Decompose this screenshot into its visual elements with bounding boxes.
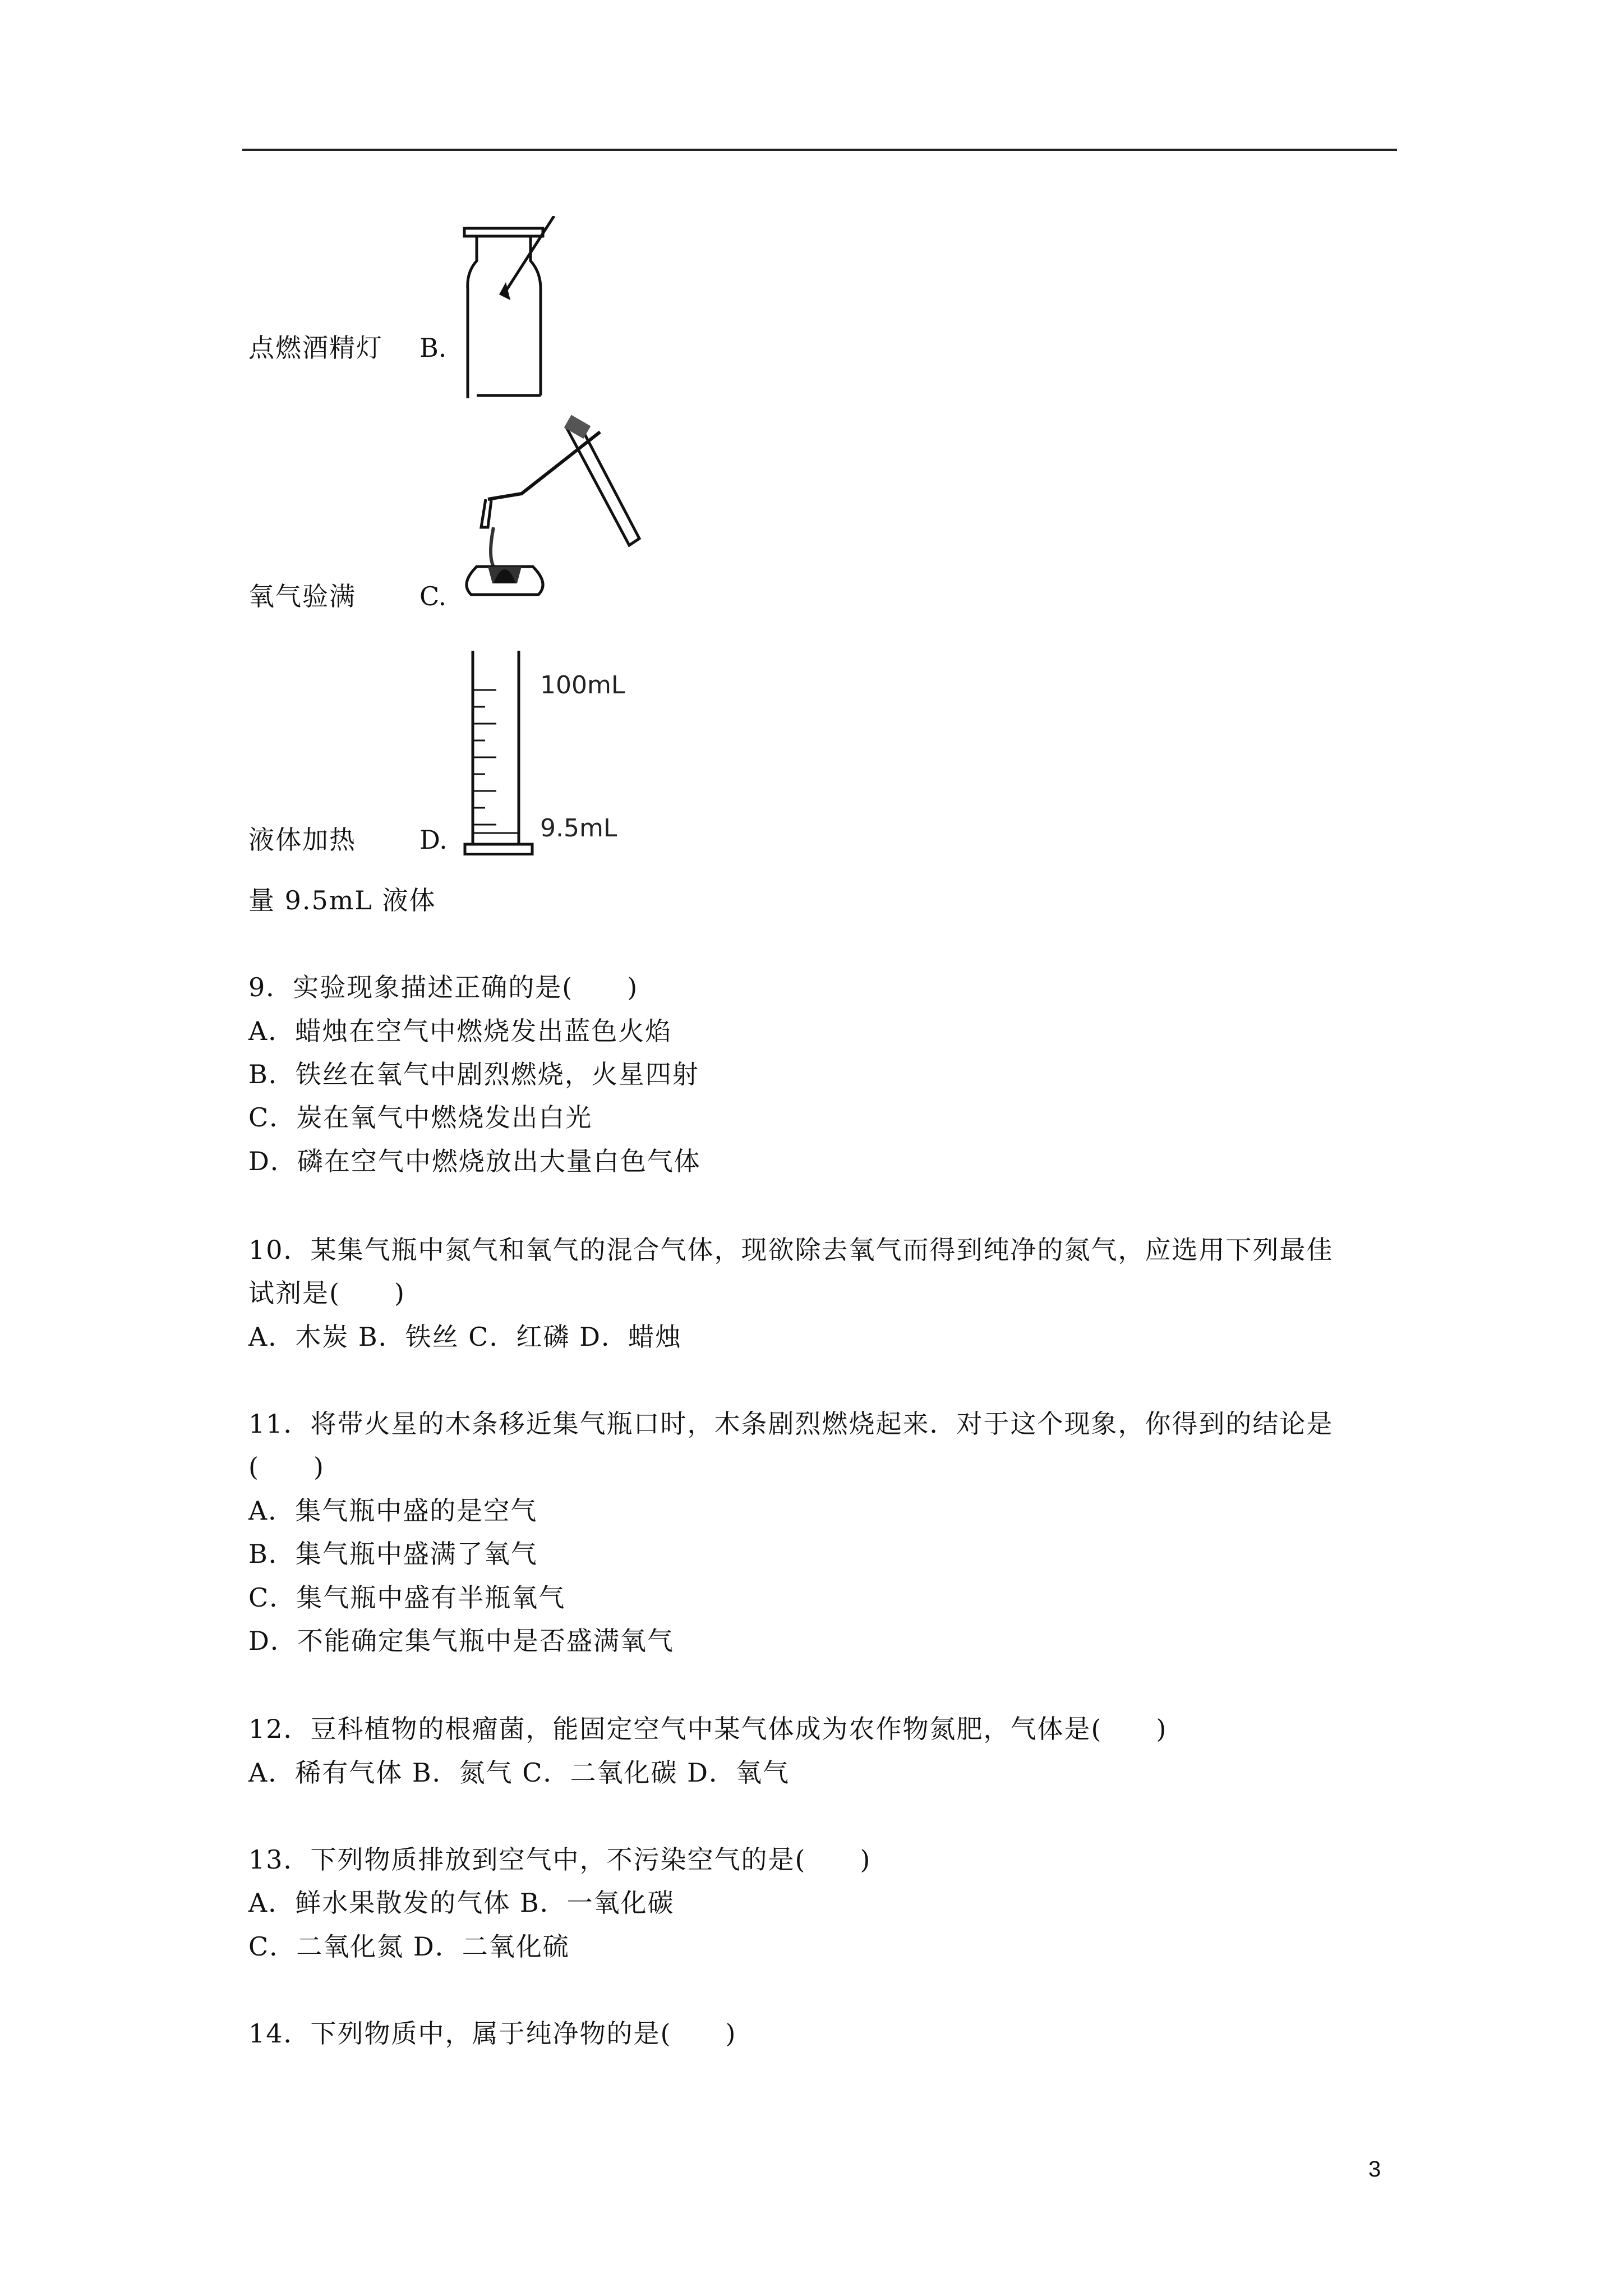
question-9-option-a: A．蜡烛在空气中燃烧发出蓝色火焰: [248, 1016, 672, 1046]
option-d-tail: 量 9.5mL 液体: [248, 885, 436, 915]
question-12-options: A．稀有气体 B．氮气 C．二氧化碳 D．氧气: [248, 1757, 790, 1788]
cylinder-label-9-5ml: 9.5mL: [540, 814, 617, 843]
question-13-options-line1: A．鲜水果散发的气体 B．一氧化碳: [248, 1888, 675, 1918]
question-12-stem: 12．豆科植物的根瘤菌，能固定空气中某气体成为农作物氮肥，气体是( ): [248, 1714, 1168, 1744]
question-11-stem-line2: ( ): [248, 1452, 325, 1482]
question-11-option-b: B．集气瓶中盛满了氧气: [248, 1539, 538, 1569]
page-number: 3: [1368, 2157, 1381, 2182]
option-c-stem: 氧气验满: [248, 581, 356, 611]
question-9-option-d: D．磷在空气中燃烧放出大量白色气体: [248, 1146, 701, 1176]
question-11-option-d: D．不能确定集气瓶中是否盛满氧气: [248, 1626, 674, 1656]
option-b-letter: B.: [419, 333, 447, 363]
gas-bottle-figure: [460, 216, 572, 404]
question-13-options-line2: C．二氧化氮 D．二氧化硫: [248, 1931, 570, 1962]
question-10-options: A．木炭 B．铁丝 C．红磷 D．蜡烛: [248, 1322, 682, 1352]
question-9-stem: 9．实验现象描述正确的是( ): [248, 972, 639, 1002]
cylinder-label-100ml: 100mL: [540, 671, 625, 700]
option-d-letter: D.: [419, 825, 448, 855]
graduated-cylinder-figure: [463, 651, 552, 855]
option-b-stem: 点燃酒精灯: [248, 333, 383, 363]
question-14-stem: 14．下列物质中，属于纯净物的是( ): [248, 2018, 737, 2049]
question-9-option-c: C．炭在氧气中燃烧发出白光: [248, 1102, 593, 1133]
question-9-option-b: B．铁丝在氧气中剧烈燃烧，火星四射: [248, 1059, 699, 1089]
question-11-stem-line1: 11．将带火星的木条移近集气瓶口时，木条剧烈燃烧起来．对于这个现象，你得到的结论是: [248, 1409, 1334, 1439]
question-13-stem: 13．下列物质排放到空气中，不污染空气的是( ): [248, 1844, 872, 1875]
test-tube-heating-figure: [454, 415, 656, 606]
header-rule: [242, 149, 1397, 151]
option-d-stem: 液体加热: [248, 825, 356, 855]
question-10-stem-line2: 试剂是( ): [248, 1278, 405, 1308]
question-11-option-a: A．集气瓶中盛的是空气: [248, 1496, 538, 1526]
question-10-stem-line1: 10．某集气瓶中氮气和氧气的混合气体，现欲除去氧气而得到纯净的氮气，应选用下列最佳: [248, 1235, 1334, 1265]
question-11-option-c: C．集气瓶中盛有半瓶氧气: [248, 1582, 566, 1613]
option-c-letter: C.: [419, 581, 447, 611]
